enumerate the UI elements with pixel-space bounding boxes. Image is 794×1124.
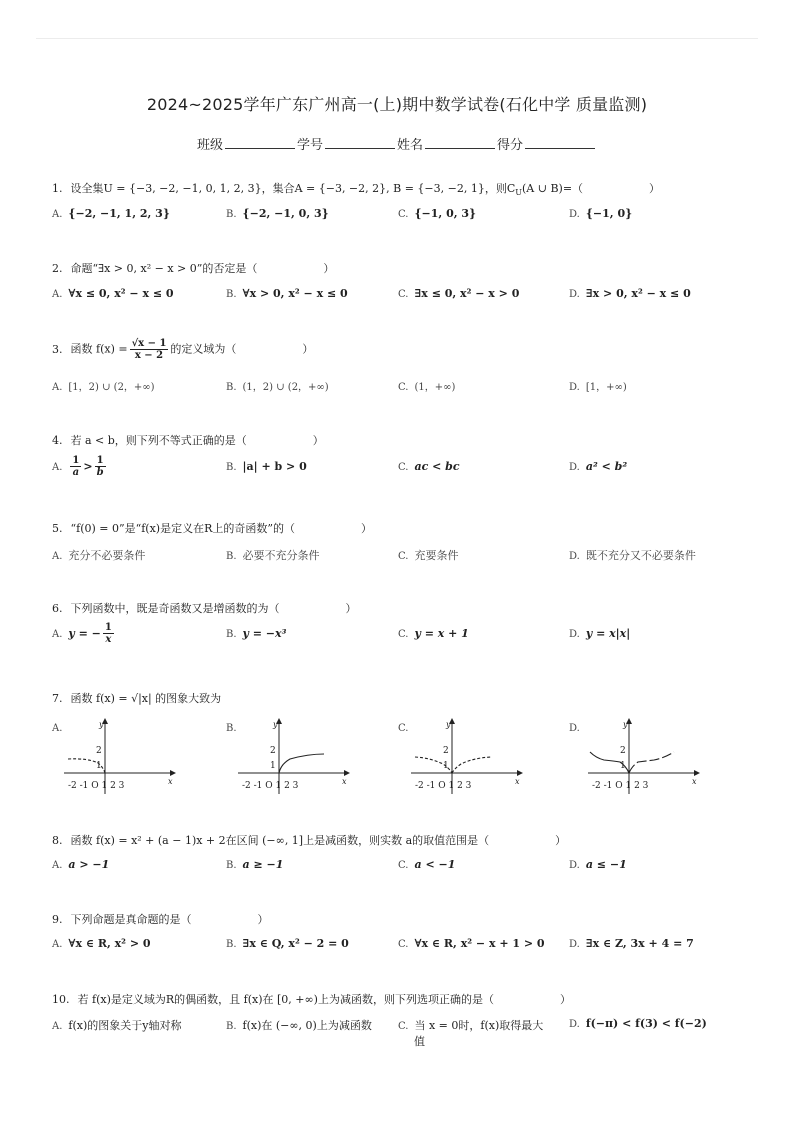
option-label: B. bbox=[226, 1021, 237, 1032]
option-label: A. bbox=[52, 461, 63, 473]
option-label: A. bbox=[52, 382, 63, 393]
option-b[interactable]: (1，2) ∪ (2，+∞) bbox=[242, 382, 329, 393]
option-label: B. bbox=[226, 939, 237, 950]
denominator: x bbox=[105, 634, 112, 645]
question-stem: 下列函数中，既是奇函数又是增函数的为（ ） bbox=[70, 602, 357, 615]
y-label: y bbox=[99, 720, 104, 729]
question-number: 9. bbox=[52, 913, 63, 926]
option-a[interactable] bbox=[68, 455, 107, 478]
x-axis-arrow bbox=[517, 770, 523, 776]
class-blank[interactable] bbox=[225, 136, 295, 149]
option-label: A. bbox=[52, 289, 63, 300]
question-number: 1. bbox=[52, 182, 63, 195]
option-label: D. bbox=[569, 1019, 580, 1030]
option-label: C. bbox=[398, 551, 409, 562]
question-9 bbox=[52, 911, 269, 927]
option-label: D. bbox=[569, 462, 580, 473]
option-label: C. bbox=[398, 462, 409, 473]
option-c[interactable]: {−1, 0, 3} bbox=[414, 207, 477, 220]
option-label: B. bbox=[226, 629, 237, 640]
tick-2: 2 bbox=[443, 746, 449, 756]
name-blank[interactable] bbox=[425, 136, 495, 149]
option-label: D. bbox=[569, 209, 580, 220]
option-label: A. bbox=[52, 939, 63, 950]
option-label: C. bbox=[398, 723, 409, 734]
option-b[interactable]: |a| + b > 0 bbox=[242, 460, 307, 473]
option-b[interactable]: ∀x > 0, x² − x ≤ 0 bbox=[242, 287, 348, 300]
option-label: A. bbox=[52, 551, 63, 562]
x-axis-arrow bbox=[694, 770, 700, 776]
y-label: y bbox=[623, 720, 628, 729]
graph-option-a[interactable] bbox=[64, 718, 176, 798]
option-b[interactable]: {−2, −1, 0, 3} bbox=[242, 207, 329, 220]
question-4 bbox=[52, 432, 324, 448]
option-c[interactable]: (1，+∞) bbox=[414, 382, 456, 393]
option-label: D. bbox=[569, 723, 580, 734]
option-c[interactable]: ∃x ≤ 0, x² − x > 0 bbox=[414, 287, 520, 300]
option-c[interactable]: ac < bc bbox=[414, 460, 460, 473]
operator: > bbox=[83, 459, 93, 473]
x-axis-arrow bbox=[170, 770, 176, 776]
tick-2: 2 bbox=[270, 746, 276, 756]
option-d[interactable]: f(−π) < f(3) < f(−2) bbox=[585, 1017, 707, 1030]
option-a[interactable]: {−2, −1, 1, 2, 3} bbox=[68, 207, 170, 220]
option-d[interactable]: [1，+∞) bbox=[585, 382, 627, 393]
option-label: D. bbox=[569, 382, 580, 393]
x-label: x bbox=[515, 777, 520, 786]
class-label: 班级 bbox=[196, 138, 223, 153]
option-a[interactable] bbox=[68, 622, 115, 645]
student-info-row bbox=[0, 134, 794, 153]
denominator: a bbox=[72, 467, 80, 478]
score-label: 得分 bbox=[497, 138, 524, 153]
curve-right bbox=[629, 752, 674, 773]
student-no-label: 学号 bbox=[296, 138, 323, 153]
option-label: D. bbox=[569, 629, 580, 640]
option-a[interactable]: a > −1 bbox=[68, 858, 110, 871]
option-label: B. bbox=[226, 551, 237, 562]
option-a[interactable]: ∀x ≤ 0, x² − x ≤ 0 bbox=[68, 287, 174, 300]
graph-a-svg bbox=[64, 718, 176, 794]
question-stem: “f(0) = 0”是“f(x)是定义在R上的奇函数”的（ ） bbox=[70, 522, 372, 535]
numerator: 1 bbox=[104, 622, 112, 633]
option-b[interactable]: y = −x³ bbox=[242, 627, 287, 640]
option-label: D. bbox=[569, 860, 580, 871]
question-10 bbox=[52, 991, 571, 1007]
question-3 bbox=[52, 338, 313, 361]
question-5 bbox=[52, 520, 372, 536]
option-label: B. bbox=[226, 723, 237, 734]
option-label: C. bbox=[398, 1021, 409, 1032]
fraction bbox=[130, 338, 169, 361]
name-label: 姓名 bbox=[397, 138, 424, 153]
option-a-lhs: y = − bbox=[68, 626, 101, 640]
student-no-blank[interactable] bbox=[325, 136, 395, 149]
option-label: A. bbox=[52, 628, 63, 640]
graph-option-c[interactable] bbox=[411, 718, 523, 798]
question-number: 3. bbox=[52, 342, 63, 356]
option-label: A. bbox=[52, 1021, 63, 1032]
question-8 bbox=[52, 832, 566, 848]
tick-2: 2 bbox=[620, 746, 626, 756]
option-label: D. bbox=[569, 551, 580, 562]
option-label: B. bbox=[226, 209, 237, 220]
option-label: B. bbox=[226, 289, 237, 300]
tick-1: 1 bbox=[270, 761, 276, 771]
question-number: 6. bbox=[52, 602, 63, 615]
option-a[interactable]: f(x)的图象关于y轴对称 bbox=[68, 1019, 182, 1032]
denominator: x − 2 bbox=[134, 350, 164, 361]
option-c-line2: 值 bbox=[414, 1035, 425, 1048]
option-d[interactable]: a ≤ −1 bbox=[585, 858, 627, 871]
option-c[interactable]: a < −1 bbox=[414, 858, 456, 871]
x-label: x bbox=[692, 777, 697, 786]
curve bbox=[279, 754, 324, 773]
option-label: D. bbox=[569, 939, 580, 950]
question-2 bbox=[52, 260, 334, 276]
option-d[interactable]: 既不充分又不必要条件 bbox=[585, 549, 696, 562]
x-ticks: -2 -1 O 1 2 3 bbox=[592, 781, 649, 791]
x-label: x bbox=[342, 777, 347, 786]
option-label: C. bbox=[398, 209, 409, 220]
numerator: 1 bbox=[72, 455, 80, 466]
question-7 bbox=[52, 690, 221, 706]
option-d[interactable]: a² < b² bbox=[585, 460, 628, 473]
question-stem: 函数 f(x) = bbox=[70, 342, 128, 356]
question-stem-tail: 的定义域为（ ） bbox=[170, 342, 314, 356]
option-label: C. bbox=[398, 289, 409, 300]
option-label: D. bbox=[569, 289, 580, 300]
question-stem: 若 a < b，则下列不等式正确的是（ ） bbox=[70, 434, 324, 447]
x-ticks: -2 -1 O 1 2 3 bbox=[415, 781, 472, 791]
top-rule bbox=[36, 38, 758, 39]
question-stem-sub: U bbox=[515, 188, 523, 198]
option-label: C. bbox=[398, 629, 409, 640]
option-a[interactable]: 充分不必要条件 bbox=[68, 549, 146, 562]
option-a[interactable]: [1，2) ∪ (2，+∞) bbox=[68, 382, 155, 393]
option-d[interactable]: {−1, 0} bbox=[585, 207, 633, 220]
option-b[interactable]: a ≥ −1 bbox=[242, 858, 284, 871]
option-c-line1: 当 x = 0时，f(x)取得最大 bbox=[414, 1019, 544, 1032]
tick-1: 1 bbox=[443, 761, 449, 771]
question-number: 5. bbox=[52, 522, 63, 535]
question-1 bbox=[52, 180, 660, 197]
graph-option-d[interactable] bbox=[588, 718, 700, 798]
option-c[interactable]: ∀x ∈ R, x² − x + 1 > 0 bbox=[414, 937, 545, 950]
question-number: 7. bbox=[52, 692, 63, 705]
tick-2: 2 bbox=[96, 746, 102, 756]
y-label: y bbox=[446, 720, 451, 729]
question-number: 4. bbox=[52, 434, 63, 447]
page-title: 2024~2025学年广东广州高一(上)期中数学试卷(石化中学 质量监测) bbox=[146, 95, 648, 114]
tick-1: 1 bbox=[96, 761, 102, 771]
question-stem: 若 f(x)是定义域为R的偶函数，且 f(x)在 [0, +∞)上为减函数，则下列选项正确的是（ ） bbox=[77, 993, 571, 1006]
question-stem-tail: (A ∪ B)=（ ） bbox=[522, 182, 661, 195]
option-label: C. bbox=[398, 382, 409, 393]
question-stem: 命题“∃x > 0, x² − x > 0”的否定是（ ） bbox=[70, 262, 335, 275]
option-label: B. bbox=[226, 462, 237, 473]
question-6 bbox=[52, 600, 357, 616]
numerator: 1 bbox=[95, 455, 106, 467]
graph-c-svg bbox=[411, 718, 523, 794]
option-d[interactable]: ∃x > 0, x² − x ≤ 0 bbox=[585, 287, 691, 300]
option-d[interactable]: ∃x ∈ Z, 3x + 4 = 7 bbox=[585, 937, 694, 950]
curve-right bbox=[452, 757, 491, 773]
option-label: A. bbox=[52, 209, 63, 220]
x-ticks: -2 -1 O 1 2 3 bbox=[242, 781, 299, 791]
option-label: C. bbox=[398, 939, 409, 950]
graph-b-svg bbox=[238, 718, 350, 794]
option-a[interactable]: ∀x ∈ R, x² > 0 bbox=[68, 937, 151, 950]
graph-option-b[interactable] bbox=[238, 718, 350, 798]
option-b[interactable]: 必要不充分条件 bbox=[242, 549, 320, 562]
x-ticks: -2 -1 O 1 2 3 bbox=[68, 781, 125, 791]
option-label: A. bbox=[52, 723, 63, 734]
option-label: C. bbox=[398, 860, 409, 871]
question-number: 8. bbox=[52, 834, 63, 847]
graph-d-svg bbox=[588, 718, 700, 794]
option-label: A. bbox=[52, 860, 63, 871]
tick-1: 1 bbox=[620, 761, 626, 771]
numerator: √x − 1 bbox=[131, 338, 167, 349]
option-c[interactable]: y = x + 1 bbox=[414, 627, 469, 640]
question-stem: 函数 f(x) = x² + (a − 1)x + 2在区间 (−∞, 1]上是减函数，则实数 a的取值范围是（ ） bbox=[70, 834, 567, 847]
question-number: 2. bbox=[52, 262, 63, 275]
question-number: 10. bbox=[52, 993, 70, 1006]
question-stem: 下列命题是真命题的是（ ） bbox=[70, 913, 269, 926]
option-d[interactable]: y = x|x| bbox=[585, 627, 631, 640]
option-b[interactable]: f(x)在 (−∞, 0)上为减函数 bbox=[242, 1019, 372, 1032]
option-label: B. bbox=[226, 382, 237, 393]
y-label: y bbox=[273, 720, 278, 729]
option-b[interactable]: ∃x ∈ Q, x² − 2 = 0 bbox=[242, 937, 349, 950]
option-label: B. bbox=[226, 860, 237, 871]
x-axis-arrow bbox=[344, 770, 350, 776]
denominator: b bbox=[96, 467, 104, 478]
x-label: x bbox=[168, 777, 173, 786]
question-stem: 设全集U = {−3, −2, −1, 0, 1, 2, 3}，集合A = {−3, −2, 2}, B = {−3, −2, 1}，则C bbox=[70, 182, 516, 195]
option-c[interactable] bbox=[398, 1019, 543, 1048]
score-blank[interactable] bbox=[525, 136, 595, 149]
question-stem: 函数 f(x) = √|x| 的图象大致为 bbox=[70, 692, 222, 705]
option-c[interactable]: 充要条件 bbox=[414, 549, 459, 562]
